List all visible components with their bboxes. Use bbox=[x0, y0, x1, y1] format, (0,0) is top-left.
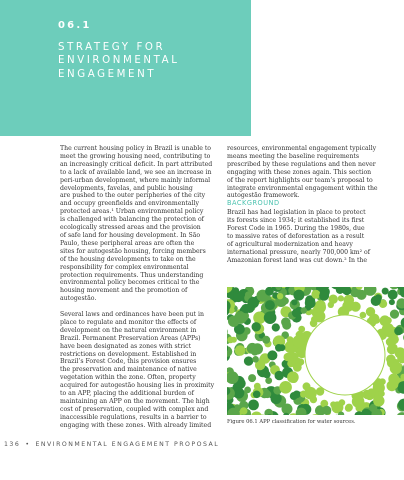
vegetation-dot bbox=[244, 356, 253, 365]
text-line: to massive rates of deforestation as a result bbox=[227, 232, 365, 240]
background-subheading: BACKGROUND bbox=[227, 199, 280, 208]
vegetation-dot bbox=[373, 317, 380, 324]
vegetation-dot bbox=[293, 391, 301, 399]
vegetation-dot bbox=[311, 316, 318, 323]
text-line: responsibility for complex environmental bbox=[60, 263, 189, 271]
text-line: means meeting the baseline requirements bbox=[227, 152, 360, 160]
section-title-line: STRATEGY FOR bbox=[58, 42, 166, 53]
section-title bbox=[58, 41, 238, 81]
section-header-block bbox=[0, 0, 251, 136]
vegetation-dot bbox=[228, 316, 239, 327]
vegetation-dot bbox=[303, 382, 311, 390]
text-line: of agricultural modernization and heavy bbox=[227, 240, 353, 248]
vegetation-dot bbox=[265, 300, 275, 310]
vegetation-dot bbox=[382, 323, 394, 335]
vegetation-dot bbox=[233, 287, 240, 294]
vegetation-dot bbox=[235, 345, 246, 356]
vegetation-dot bbox=[301, 307, 307, 313]
vegetation-dot bbox=[251, 412, 262, 416]
vegetation-dot bbox=[240, 407, 248, 415]
text-line: protection requirements. Thus understanding bbox=[60, 271, 204, 279]
vegetation-dot bbox=[267, 350, 277, 360]
text-line: housing movement and the promotion of bbox=[60, 287, 188, 295]
vegetation-dot bbox=[311, 290, 320, 299]
vegetation-dot bbox=[287, 336, 294, 343]
vegetation-dot bbox=[351, 302, 361, 312]
text-line: Forest Code in 1965. During the 1980s, due bbox=[227, 225, 365, 233]
text-line: inaccessible regulations, results in a barrier to bbox=[60, 413, 207, 421]
text-line: prescribed by these regulations and then never bbox=[227, 160, 376, 168]
text-line: protected areas.¹ Urban environmental policy bbox=[60, 208, 204, 216]
vegetation-dot bbox=[275, 371, 284, 380]
text-line: have been designated as zones with strict bbox=[60, 342, 192, 350]
vegetation-dot bbox=[293, 363, 302, 372]
section-title-line: ENGAGEMENT bbox=[58, 68, 157, 80]
vegetation-dot bbox=[264, 311, 277, 324]
text-line: integrate environmental engagement within the bbox=[227, 184, 378, 192]
vegetation-dot bbox=[282, 321, 291, 330]
vegetation-dot bbox=[252, 322, 261, 331]
text-line: of the housing developments to take on the bbox=[60, 255, 196, 263]
vegetation-dot bbox=[319, 291, 329, 301]
text-line: an increasingly critical deficit. In part attributed bbox=[60, 160, 213, 168]
vegetation-dot bbox=[279, 381, 292, 394]
running-title: ENVIRONMENTAL ENGAGEMENT PROPOSAL bbox=[35, 441, 220, 448]
text-line: is challenged with balancing the protection of bbox=[60, 216, 204, 224]
text-line: The current housing policy in Brazil is unable to bbox=[60, 145, 212, 152]
section-title-line: ENVIRONMENTAL bbox=[58, 55, 180, 67]
body-paragraph bbox=[60, 311, 218, 430]
text-line: Brazil has had legislation in place to protect bbox=[227, 209, 366, 217]
vegetation-dot bbox=[231, 337, 237, 343]
vegetation-dot bbox=[244, 387, 251, 394]
vegetation-dot bbox=[345, 404, 352, 411]
text-line: autogestão. bbox=[60, 295, 97, 303]
text-line: restrictions on development. Established in bbox=[60, 350, 197, 358]
app-classification-figure bbox=[227, 287, 404, 415]
vegetation-dot bbox=[366, 307, 375, 316]
body-paragraph bbox=[227, 209, 395, 264]
text-line: Brazil’s Forest Code, this provision ensures bbox=[60, 358, 197, 366]
vegetation-dot bbox=[262, 336, 270, 344]
text-line: of the report highlights our team’s proposal to bbox=[227, 176, 373, 184]
text-line: Brazil. Permanent Preservation Areas (APPs) bbox=[60, 334, 201, 342]
vegetation-dot bbox=[382, 288, 389, 295]
vegetation-dot bbox=[389, 380, 398, 389]
text-line: of safe land for housing development. In São bbox=[60, 231, 201, 239]
text-line: acquired for autogestão housing lies in proximity bbox=[60, 382, 215, 390]
vegetation-dot bbox=[282, 297, 289, 304]
vegetation-dot bbox=[293, 290, 304, 301]
text-line: its forests since 1934; it established its first bbox=[227, 217, 365, 225]
vegetation-dot bbox=[296, 331, 304, 339]
vegetation-dot bbox=[251, 348, 259, 356]
text-line: Paulo, these peripheral areas are often the bbox=[60, 239, 195, 247]
vegetation-dot bbox=[300, 391, 307, 398]
figure-caption: Figure 06.1 APP classification for water sources. bbox=[227, 419, 356, 425]
vegetation-dot bbox=[392, 374, 398, 380]
text-line: engaging with these zones. With already limited bbox=[60, 421, 212, 429]
text-line: to an APP, placing the additional burden of bbox=[60, 390, 194, 398]
vegetation-dot bbox=[390, 310, 399, 319]
vegetation-dot bbox=[277, 293, 283, 299]
text-line: international pressure, nearly 700,000 km² of bbox=[227, 248, 371, 256]
text-line: vegetation within the zone. Often, property bbox=[60, 374, 196, 382]
text-line: Several laws and ordinances have been put in bbox=[60, 311, 204, 319]
vegetation-dot bbox=[252, 356, 259, 363]
paragraph-gap bbox=[60, 303, 218, 311]
app-classification-illustration bbox=[227, 287, 404, 415]
text-line: sites for autogestão housing, forcing members bbox=[60, 247, 206, 255]
vegetation-dot bbox=[265, 287, 274, 296]
vegetation-dot bbox=[385, 317, 392, 324]
vegetation-dot bbox=[367, 388, 375, 396]
vegetation-dot bbox=[360, 312, 367, 319]
vegetation-dot bbox=[339, 399, 346, 406]
vegetation-dot bbox=[271, 393, 282, 404]
vegetation-dot bbox=[390, 362, 402, 374]
vegetation-dot bbox=[356, 290, 366, 300]
vegetation-dot bbox=[342, 287, 351, 295]
vegetation-dot bbox=[245, 304, 254, 313]
vegetation-dot bbox=[305, 298, 316, 309]
vegetation-dot bbox=[272, 323, 280, 331]
text-line: the preservation and maintenance of native bbox=[60, 366, 197, 374]
body-paragraph bbox=[227, 145, 395, 200]
vegetation-dot bbox=[389, 299, 395, 305]
vegetation-dot bbox=[291, 299, 297, 305]
text-line: maintaining an APP on the movement. The high bbox=[60, 397, 210, 405]
left-column bbox=[60, 145, 218, 430]
page-footer bbox=[4, 441, 219, 448]
vegetation-dot bbox=[353, 395, 364, 406]
text-line: place to regulate and monitor the effects of bbox=[60, 318, 197, 326]
text-line: Amazonian forest land was cut down.² In the bbox=[227, 256, 368, 264]
text-line: cost of preservation, coupled with complex and bbox=[60, 405, 209, 413]
vegetation-dot bbox=[394, 327, 403, 336]
vegetation-dot bbox=[248, 400, 259, 411]
text-line: are pushed to the outer peripheries of the city bbox=[60, 192, 206, 200]
vegetation-dot bbox=[371, 296, 381, 306]
text-line: and occupy greenfields and environmentally bbox=[60, 200, 199, 208]
vegetation-dot bbox=[379, 378, 386, 385]
vegetation-dot bbox=[338, 295, 344, 301]
vegetation-dot bbox=[388, 290, 398, 300]
footer-separator: • bbox=[25, 441, 31, 448]
vegetation-dot bbox=[329, 295, 338, 304]
vegetation-dot bbox=[287, 371, 299, 383]
vegetation-dot bbox=[245, 291, 252, 298]
body-paragraph bbox=[60, 145, 218, 303]
vegetation-dot bbox=[292, 309, 301, 318]
vegetation-dot bbox=[253, 391, 261, 399]
right-column bbox=[227, 145, 395, 265]
vegetation-dot bbox=[310, 396, 317, 403]
text-line: environmental policy becomes critical to the bbox=[60, 279, 200, 287]
text-line: peri-urban development, where mainly informal bbox=[60, 176, 211, 184]
vegetation-dot bbox=[263, 371, 271, 379]
vegetation-dot bbox=[248, 374, 256, 382]
section-number: 06.1 bbox=[58, 20, 92, 31]
vegetation-dot bbox=[396, 412, 404, 415]
text-line: to a lack of available land, we see an increase in bbox=[60, 168, 212, 176]
text-line: engaging with these zones again. This section bbox=[227, 168, 372, 176]
vegetation-dot bbox=[373, 395, 384, 406]
text-line: ecologically stressed areas and the provision bbox=[60, 224, 201, 232]
text-line: meet the growing housing need, contributing to bbox=[60, 152, 211, 160]
text-line: resources, environmental engagement typically bbox=[227, 145, 377, 152]
text-line: developments, favelas, and public housing bbox=[60, 184, 193, 192]
vegetation-dot bbox=[279, 344, 286, 351]
vegetation-dot bbox=[264, 409, 273, 415]
vegetation-dot bbox=[322, 406, 331, 415]
text-line: autogestão framework. bbox=[227, 192, 300, 200]
vegetation-dot bbox=[284, 353, 292, 361]
text-line: development on the natural environment in bbox=[60, 326, 197, 334]
page-number: 136 bbox=[4, 441, 21, 448]
vegetation-dot bbox=[282, 404, 293, 415]
